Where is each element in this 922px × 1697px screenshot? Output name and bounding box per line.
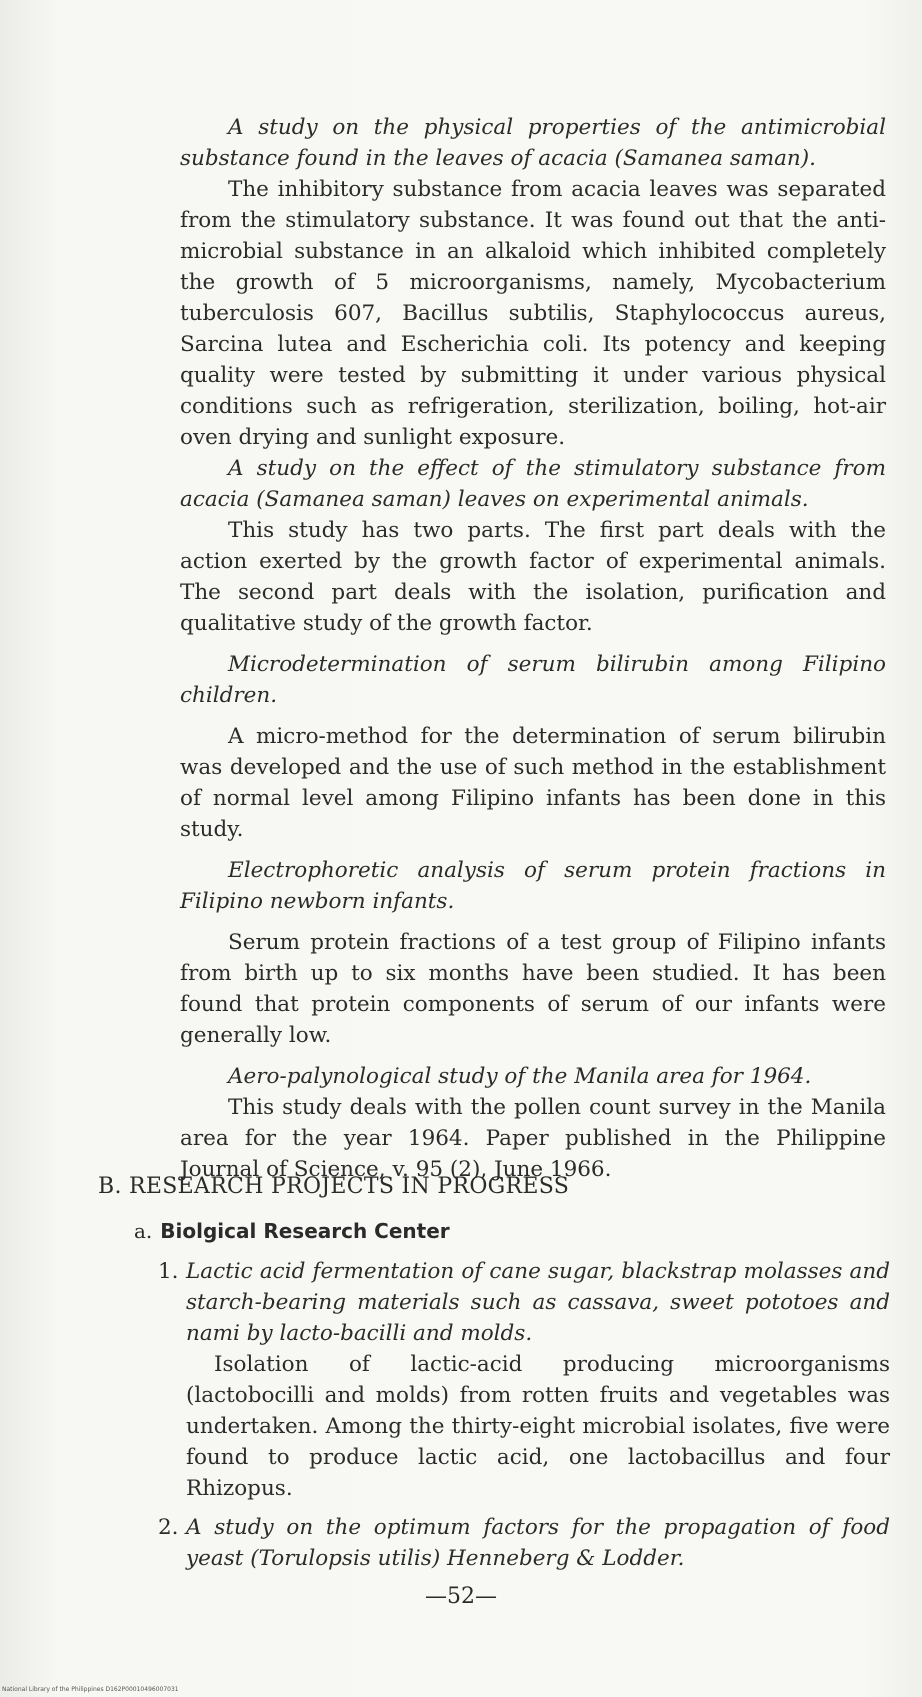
item-title: A study on the optimum factors for the propagation of food yeast (Torulopsis utilis) Henneberg & Lodder.: [186, 1515, 890, 1571]
entry-title: A study on the physical properties of the antimicrobial substance found in the leaves of acacia (Samanea saman).: [180, 115, 886, 171]
archive-stamp: National Library of the Philippines D162P00010496007031: [2, 1686, 179, 1693]
sub-heading-label: Biolgical Research Center: [160, 1219, 450, 1243]
sub-heading-letter: a.: [134, 1219, 153, 1243]
item-number: 1.: [158, 1259, 179, 1284]
in-progress-list: [158, 1256, 890, 1574]
item-text: Isolation of lactic-acid producing microorganisms (lactobocilli and molds) from rotten fruits and vegetables was undertaken. Among the thirty-eight microbial isolates, five were found to produce lactic acid, one lactobacillus and four Rhizopus.: [186, 1352, 890, 1501]
entry-text: This study has two parts. The first part deals with the action exerted by the growth factor of experimental animals. The second part deals with the isolation, purification and qualitative study of the growth factor.: [180, 518, 886, 636]
item-title: Lactic acid fermentation of cane sugar, blackstrap molasses and starch-bearing materials such as cassava, sweet pototoes and nami by lacto-bacilli and molds.: [186, 1259, 890, 1346]
entry-text: A micro-method for the determination of serum bilirubin was developed and the use of such method in the establishment of normal level among Filipino infants has been done in this study.: [180, 724, 886, 842]
entry-text: This study deals with the pollen count survey in the Manila area for the year 1964. Paper published in the Philippine Journal of Science, v. 95 (2), June 1966.: [180, 1095, 886, 1182]
entry-text: Serum protein fractions of a test group of Filipino infants from birth up to six months have been studied. It has been found that protein components of serum of our infants were generally low.: [180, 930, 886, 1048]
list-item: [158, 1256, 890, 1504]
completed-projects-list: [180, 112, 886, 1185]
entry-title: Microdetermination of serum bilirubin among Filipino children.: [180, 652, 886, 708]
item-number: 2.: [158, 1515, 179, 1540]
entry-title: A study on the effect of the stimulatory substance from acacia (Samanea saman) leaves on experimental animals.: [180, 456, 886, 512]
sub-heading: [134, 1219, 450, 1243]
entry-title: Electrophoretic analysis of serum protein fractions in Filipino newborn infants.: [180, 858, 886, 914]
entry-text: The inhibitory substance from acacia leaves was separated from the stimulatory substance. It was found out that the anti-microbial substance in an alkaloid which inhibited completely the growth of 5 microorganisms, namely, Mycobacterium tuberculosis 607, Bacillus subtilis, Staphylococcus aureus, Sarcina lutea and Escherichia coli. Its potency and keeping quality were tested by submitting it under various physical conditions such as refrigeration, sterilization, boiling, hot-air oven drying and sunlight exposure.: [180, 177, 886, 450]
page-number: —52—: [425, 1584, 497, 1609]
section-heading: B. RESEARCH PROJECTS IN PROGRESS: [98, 1174, 570, 1199]
entry-title: Aero-palynological study of the Manila area for 1964.: [228, 1064, 812, 1089]
list-item: [158, 1512, 890, 1574]
